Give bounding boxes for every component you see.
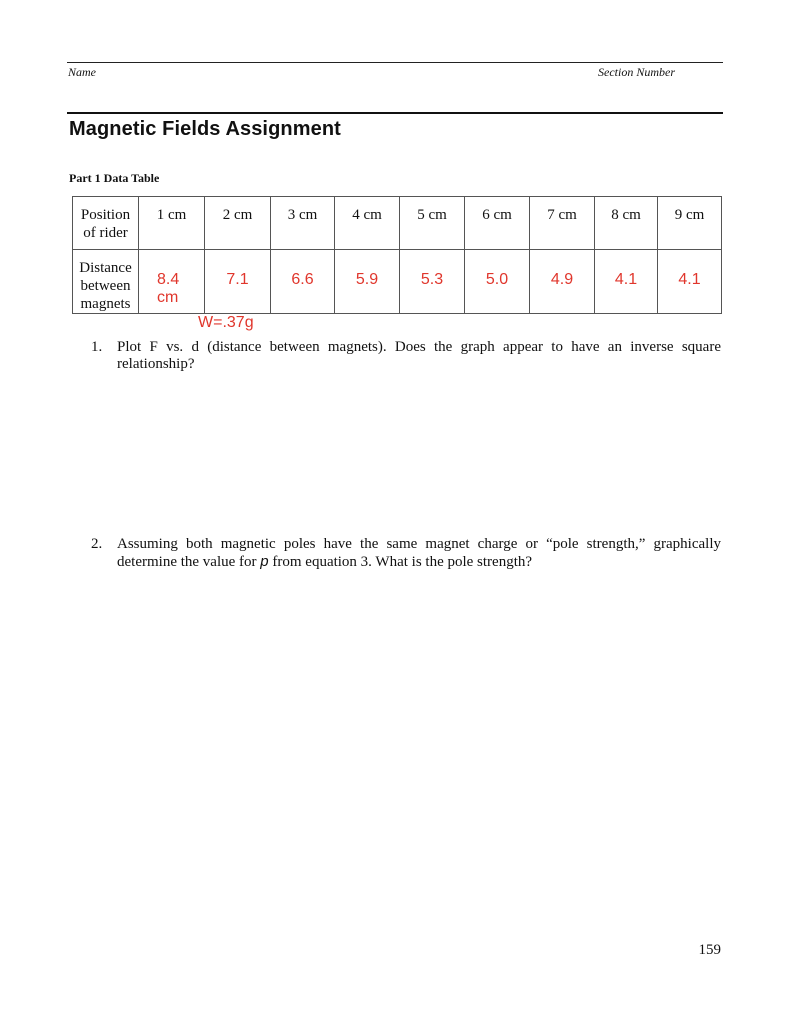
distance-cell — [595, 250, 658, 314]
question-text — [117, 536, 721, 571]
distance-cell — [530, 250, 595, 314]
distance-value: 6.6 — [291, 271, 314, 288]
position-cell: 2 cm — [205, 197, 271, 250]
table-row-position — [73, 197, 722, 250]
question-text: Plot F vs. d (distance between magnets). Does the graph appear to have an inverse square relationship? — [117, 339, 721, 372]
position-cell: 9 cm — [658, 197, 722, 250]
position-cell: 1 cm — [139, 197, 205, 250]
table-row-distance — [73, 250, 722, 314]
position-cell: 5 cm — [400, 197, 465, 250]
position-cell: 8 cm — [595, 197, 658, 250]
variable-p: p — [260, 553, 269, 570]
distance-unit: cm — [157, 289, 179, 306]
question-number: 2. — [91, 536, 103, 552]
row-header-position — [73, 197, 139, 250]
distance-value: 4.1 — [678, 271, 701, 288]
row-label-line: Distance — [79, 260, 132, 276]
question-text-part: from equation 3. What is the pole strength? — [268, 554, 533, 570]
position-cell: 6 cm — [465, 197, 530, 250]
distance-value: 4.9 — [550, 271, 574, 288]
row-label-line: Position — [80, 207, 131, 223]
distance-value: 5.3 — [420, 271, 444, 288]
weight-note: W=.37g — [198, 314, 254, 331]
name-label: Name — [68, 65, 96, 79]
row-label-line: between — [80, 278, 131, 294]
position-cell: 4 cm — [335, 197, 400, 250]
page-title: Magnetic Fields Assignment — [69, 118, 341, 140]
section-number-label: Section Number — [598, 65, 675, 79]
question-text-part: Assuming both magnetic poles have the same magnet charge or “pole strength,” graphically determine the value for — [117, 536, 721, 570]
title-rule — [67, 112, 723, 114]
distance-cell — [335, 250, 400, 314]
distance-cell — [205, 250, 271, 314]
distance-value: 8.4 — [157, 271, 180, 288]
data-table — [72, 196, 722, 314]
row-label-line: magnets — [80, 296, 131, 312]
distance-value: 7.1 — [226, 271, 249, 288]
position-cell: 3 cm — [271, 197, 335, 250]
distance-value: 4.1 — [614, 271, 638, 288]
distance-cell — [400, 250, 465, 314]
distance-value: 5.9 — [355, 271, 379, 288]
header-rule — [67, 62, 723, 63]
row-header-distance — [73, 250, 139, 314]
position-cell: 7 cm — [530, 197, 595, 250]
distance-cell — [271, 250, 335, 314]
table-caption: Part 1 Data Table — [69, 171, 160, 185]
page-number: 159 — [698, 942, 721, 958]
question-number: 1. — [91, 339, 103, 355]
distance-cell — [658, 250, 722, 314]
distance-cell — [139, 250, 205, 314]
distance-value: 5.0 — [485, 271, 509, 288]
row-label-line: of rider — [83, 225, 128, 241]
distance-cell — [465, 250, 530, 314]
